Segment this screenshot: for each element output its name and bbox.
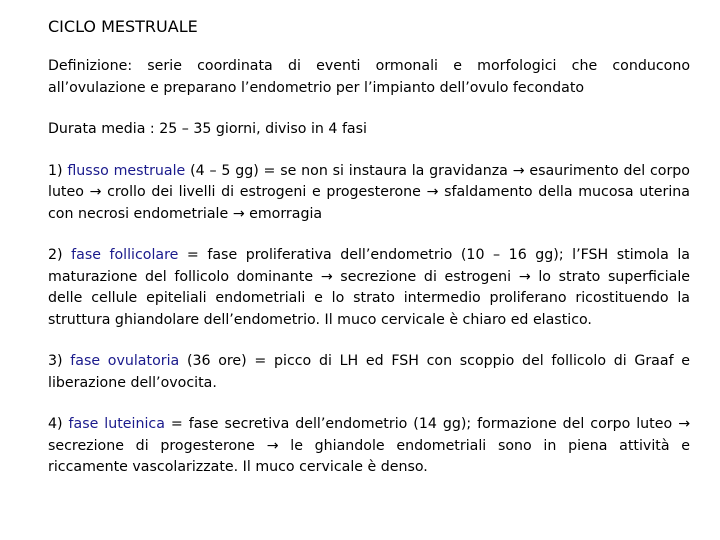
slide xyxy=(48,14,690,499)
slide-title: CICLO MESTRUALE xyxy=(48,17,198,36)
phase-4-name: fase luteinica xyxy=(68,416,165,432)
phase-4-text: = fase secretiva dell’endometrio (14 gg); formazione del corpo luteo → secrezione di progesterone → le ghiandole endometriali sono in piena attività e riccamente vascolarizzate. Il muco cervicale è denso. xyxy=(48,416,690,475)
phase-3-number: 3) xyxy=(48,353,63,369)
phase-1-paragraph xyxy=(48,161,690,226)
phase-3-paragraph xyxy=(48,351,690,394)
phase-1-name: flusso mestruale xyxy=(67,162,186,179)
phase-2-number: 2) xyxy=(48,247,63,263)
phase-2-text: = fase proliferativa dell’endometrio (10 – 16 gg); l’FSH stimola la maturazione del follicolo dominante → secrezione di estrogeni → lo strato superficiale delle cellule epiteliali endometriali e lo strato intermedio proliferano ricostituendo la struttura ghiandolare dell’endometrio. Il muco cervicale è chiaro ed elastico. xyxy=(48,247,690,328)
phase-3-name: fase ovulatoria xyxy=(70,353,180,369)
phase-1-text: (4 – 5 gg) = se non si instaura la gravidanza → esaurimento del corpo luteo → crollo dei livelli di estrogeni e progesterone → sfaldamento della mucosa uterina con necrosi endometriale → emorragia xyxy=(48,162,690,222)
phase-1-number: 1) xyxy=(48,162,63,179)
phase-4-paragraph xyxy=(48,414,690,479)
phase-2-name: fase follicolare xyxy=(71,247,179,263)
phase-3-text: (36 ore) = picco di LH ed FSH con scoppio del follicolo di Graaf e liberazione dell’ovocita. xyxy=(48,353,691,391)
duration-paragraph: Durata media : 25 – 35 giorni, diviso in 4 fasi xyxy=(48,121,367,137)
phase-4-number: 4) xyxy=(48,416,63,432)
phase-2-paragraph xyxy=(48,245,690,331)
definition-paragraph: Definizione: serie coordinata di eventi ormonali e morfologici che conducono all’ovulazione e preparano l’endometrio per l’impianto dell’ovulo fecondato xyxy=(48,58,690,96)
